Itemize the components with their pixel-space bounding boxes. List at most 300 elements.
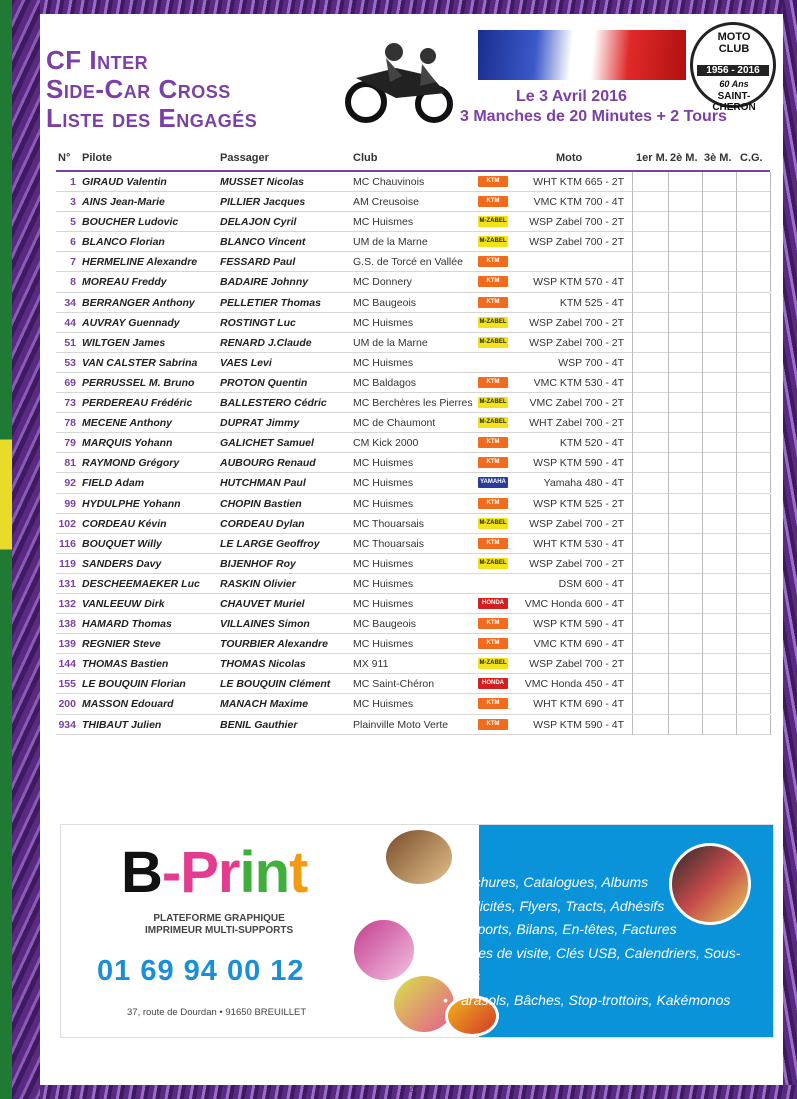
passenger-name: RENARD J.Claude	[220, 336, 312, 349]
ktm-logo-icon: KTM	[478, 698, 508, 709]
motorcycle: WSP Zabel 700 - 2T	[529, 316, 624, 329]
passenger-name: PELLETIER Thomas	[220, 296, 321, 309]
table-row	[56, 353, 770, 373]
result-cell	[668, 393, 669, 413]
result-cell	[632, 232, 633, 252]
ktm-logo-icon: KTM	[478, 377, 508, 388]
pilot-name: GIRAUD Valentin	[82, 176, 167, 188]
result-cell	[668, 252, 669, 272]
ktm-logo-icon: KTM	[478, 457, 508, 468]
result-cell	[632, 393, 633, 413]
honda-logo-icon: HONDA	[478, 678, 508, 689]
result-cell	[632, 473, 633, 493]
result-cell	[702, 313, 703, 333]
result-cell	[632, 453, 633, 473]
table-row	[56, 574, 770, 594]
result-cell	[632, 293, 633, 313]
entry-number: 51	[64, 336, 76, 349]
table-row	[56, 212, 770, 232]
result-cell	[736, 494, 737, 514]
passenger-name: BENIL Gauthier	[220, 718, 298, 731]
result-cell	[668, 534, 669, 554]
result-cell	[770, 373, 771, 393]
pilot-name: REGNIER Steve	[82, 638, 161, 651]
club-name: MX 911	[353, 658, 389, 671]
ad-phone: 01 69 94 00 12	[97, 955, 305, 987]
result-cell	[668, 192, 669, 212]
table-row	[56, 313, 770, 333]
club-name: MC Huismes	[353, 557, 414, 570]
passenger-name: BLANCO Vincent	[220, 236, 306, 249]
entry-number: 138	[58, 618, 76, 631]
result-cell	[770, 272, 771, 292]
result-cell	[668, 293, 669, 313]
result-cell	[702, 433, 703, 453]
pilot-name: MECENE Anthony	[82, 417, 173, 430]
club-name: MC Huismes	[353, 216, 414, 229]
left-edge-strip	[0, 0, 12, 1099]
result-cell	[702, 373, 703, 393]
result-cell	[668, 413, 669, 433]
result-cell	[632, 413, 633, 433]
entry-number: 119	[59, 557, 76, 570]
result-cell	[770, 393, 771, 413]
table-row	[56, 393, 770, 413]
entry-number: 131	[58, 577, 76, 590]
motorcycle: WSP KTM 570 - 4T	[533, 276, 624, 289]
result-cell	[770, 594, 771, 614]
zabel-logo-icon: M-ZABEL	[478, 658, 508, 669]
ktm-logo-icon: KTM	[478, 297, 508, 308]
yamaha-logo-icon: YAMAHA	[478, 477, 508, 488]
entry-number: 6	[70, 236, 76, 249]
result-cell	[632, 614, 633, 634]
result-cell	[736, 333, 737, 353]
table-row	[56, 674, 770, 694]
result-cell	[632, 715, 633, 735]
club-name: MC Huismes	[353, 316, 414, 329]
ktm-logo-icon: KTM	[478, 176, 508, 187]
result-cell	[668, 594, 669, 614]
pilot-name: BERRANGER Anthony	[82, 296, 195, 309]
passenger-name: GALICHET Samuel	[220, 437, 314, 450]
result-cell	[736, 272, 737, 292]
zabel-logo-icon: M-ZABEL	[478, 518, 508, 529]
sidecar-illustration	[336, 38, 460, 124]
entry-number: 69	[64, 376, 76, 389]
result-cell	[702, 333, 703, 353]
moto-club-badge	[690, 22, 776, 113]
club-name: MC Huismes	[353, 497, 414, 510]
table-row	[56, 694, 770, 714]
pilot-name: PERRUSSEL M. Bruno	[82, 376, 195, 389]
pilot-name: LE BOUQUIN Florian	[82, 678, 186, 691]
pilot-name: SANDERS Davy	[82, 557, 162, 570]
result-cell	[736, 413, 737, 433]
result-cell	[702, 252, 703, 272]
ktm-logo-icon: KTM	[478, 276, 508, 287]
passenger-name: HUTCHMAN Paul	[220, 477, 306, 490]
logo-t: t	[289, 840, 308, 905]
motorcycle: WSP Zabel 700 - 2T	[529, 236, 624, 249]
title-line-3: Liste des Engagés	[46, 103, 258, 133]
passenger-name: VILLAINES Simon	[220, 618, 310, 631]
ad-photo-circle	[351, 917, 417, 983]
result-cell	[702, 514, 703, 534]
result-cell	[702, 694, 703, 714]
motorcycle: WSP KTM 590 - 4T	[533, 718, 624, 731]
page-number: 27	[408, 1084, 420, 1095]
motorcycle: KTM 525 - 4T	[559, 296, 624, 309]
result-cell	[770, 333, 771, 353]
result-cell	[702, 634, 703, 654]
result-cell	[736, 594, 737, 614]
ad-service-item: • Brochures, Catalogues, Albums	[443, 871, 773, 895]
result-cell	[702, 715, 703, 735]
club-name: MC Thouarsais	[353, 537, 424, 550]
club-name: AM Creusoise	[353, 196, 419, 209]
table-row	[56, 333, 770, 353]
ktm-logo-icon: KTM	[478, 196, 508, 207]
result-cell	[736, 694, 737, 714]
result-cell	[702, 453, 703, 473]
passenger-name: PROTON Quentin	[220, 376, 308, 389]
ktm-logo-icon: KTM	[478, 437, 508, 448]
passenger-name: MANACH Maxime	[220, 698, 309, 711]
result-cell	[668, 614, 669, 634]
result-cell	[668, 313, 669, 333]
result-cell	[702, 473, 703, 493]
result-cell	[770, 614, 771, 634]
passenger-name: CHAUVET Muriel	[220, 597, 305, 610]
result-cell	[632, 353, 633, 373]
logo-b: B	[121, 840, 162, 905]
ad-services-list	[443, 871, 773, 1012]
club-name: MC Huismes	[353, 457, 414, 470]
entry-number: 116	[59, 537, 76, 550]
entry-number: 144	[58, 658, 76, 671]
result-cell	[736, 313, 737, 333]
passenger-name: BADAIRE Johnny	[220, 276, 309, 289]
result-cell	[632, 373, 633, 393]
table-row	[56, 172, 770, 192]
result-cell	[736, 614, 737, 634]
motorcycle: VMC Honda 600 - 4T	[524, 597, 624, 610]
table-row	[56, 594, 770, 614]
result-cell	[702, 272, 703, 292]
motorcycle: WSP Zabel 700 - 2T	[529, 517, 624, 530]
result-cell	[668, 554, 669, 574]
col-manche-1: 1er M.	[636, 152, 668, 164]
ad-address: 37, route de Dourdan • 91650 BREUILLET	[127, 1007, 307, 1018]
result-cell	[736, 373, 737, 393]
entry-number: 5	[70, 216, 76, 229]
motorcycle: WHT KTM 665 - 2T	[533, 176, 624, 188]
result-cell	[668, 654, 669, 674]
event-format: 3 Manches de 20 Minutes + 2 Tours	[460, 108, 727, 125]
result-cell	[736, 353, 737, 373]
result-cell	[632, 252, 633, 272]
pilot-name: MARQUIS Yohann	[82, 437, 173, 450]
entry-number: 200	[58, 698, 76, 711]
entry-number: 934	[58, 718, 76, 731]
event-date: Le 3 Avril 2016	[516, 88, 627, 105]
table-row	[56, 634, 770, 654]
pilot-name: BOUCHER Ludovic	[82, 216, 179, 229]
club-name: MC Baugeois	[353, 618, 417, 631]
result-cell	[736, 554, 737, 574]
table-row	[56, 514, 770, 534]
result-cell	[702, 172, 703, 192]
club-name: MC Chauvinois	[353, 176, 425, 188]
motorcycle: WSP KTM 590 - 4T	[533, 457, 624, 470]
result-cell	[770, 293, 771, 313]
club-name: CM Kick 2000	[353, 437, 419, 450]
col-moto: Moto	[556, 152, 583, 164]
passenger-name: CORDEAU Dylan	[220, 517, 305, 530]
result-cell	[770, 554, 771, 574]
ad-tagline-1: PLATEFORME GRAPHIQUE	[153, 913, 285, 924]
result-cell	[736, 574, 737, 594]
result-cell	[632, 333, 633, 353]
french-flag-banner	[478, 30, 686, 80]
club-name: UM de la Marne	[353, 336, 428, 349]
result-cell	[736, 654, 737, 674]
result-cell	[770, 232, 771, 252]
result-cell	[736, 433, 737, 453]
result-cell	[770, 433, 771, 453]
result-cell	[668, 353, 669, 373]
result-cell	[770, 473, 771, 493]
result-cell	[632, 313, 633, 333]
pilot-name: DESCHEEMAEKER Luc	[82, 577, 200, 590]
result-cell	[736, 293, 737, 313]
motorcycle: WSP Zabel 700 - 2T	[529, 336, 624, 349]
page-title	[46, 46, 257, 133]
table-row	[56, 614, 770, 634]
zabel-logo-icon: M-ZABEL	[478, 397, 508, 408]
club-name: MC Huismes	[353, 356, 414, 369]
table-row	[56, 453, 770, 473]
motorcycle: WHT KTM 530 - 4T	[533, 537, 624, 550]
ktm-logo-icon: KTM	[478, 618, 508, 629]
result-cell	[702, 654, 703, 674]
result-cell	[770, 514, 771, 534]
top-border-decoration	[40, 0, 797, 14]
ktm-logo-icon: KTM	[478, 498, 508, 509]
ktm-logo-icon: KTM	[478, 719, 508, 730]
pilot-name: THIBAUT Julien	[82, 718, 162, 731]
result-cell	[736, 232, 737, 252]
result-cell	[668, 212, 669, 232]
pilot-name: HERMELINE Alexandre	[82, 256, 198, 269]
badge-anniversary: 60 Ans	[719, 79, 749, 89]
table-row	[56, 413, 770, 433]
badge-years: 1956 - 2016	[697, 65, 769, 76]
passenger-name: LE BOUQUIN Clément	[220, 678, 331, 691]
result-cell	[770, 212, 771, 232]
entry-number: 44	[64, 316, 76, 329]
result-cell	[632, 634, 633, 654]
result-cell	[668, 514, 669, 534]
ktm-logo-icon: KTM	[478, 638, 508, 649]
motorcycle: WSP Zabel 700 - 2T	[529, 557, 624, 570]
logo-pr: Pr	[180, 840, 240, 905]
table-row	[56, 554, 770, 574]
zabel-logo-icon: M-ZABEL	[478, 216, 508, 227]
result-cell	[702, 232, 703, 252]
result-cell	[702, 494, 703, 514]
passenger-name: BALLESTERO Cédric	[220, 397, 327, 410]
result-cell	[632, 433, 633, 453]
table-row	[56, 534, 770, 554]
result-cell	[702, 534, 703, 554]
result-cell	[770, 453, 771, 473]
zabel-logo-icon: M-ZABEL	[478, 317, 508, 328]
ad-service-item: • Rapports, Bilans, En-têtes, Factures	[443, 918, 773, 942]
pilot-name: RAYMOND Grégory	[82, 457, 180, 470]
result-cell	[770, 654, 771, 674]
result-cell	[668, 715, 669, 735]
ad-tagline	[145, 913, 293, 937]
result-cell	[770, 192, 771, 212]
entry-number: 155	[58, 678, 76, 691]
passenger-name: CHOPIN Bastien	[220, 497, 302, 510]
result-cell	[702, 674, 703, 694]
ad-service-item: • Cartes de visite, Clés USB, Calendriers, Sous-mains	[443, 942, 773, 989]
club-name: MC Huismes	[353, 477, 414, 490]
result-cell	[736, 534, 737, 554]
motorcycle: WHT Zabel 700 - 2T	[529, 417, 624, 430]
club-name: UM de la Marne	[353, 236, 428, 249]
result-cell	[668, 694, 669, 714]
result-cell	[668, 674, 669, 694]
club-name: MC Donnery	[353, 276, 412, 289]
entry-number: 34	[64, 296, 76, 309]
motorcycle: KTM 520 - 4T	[559, 437, 624, 450]
entry-number: 132	[58, 597, 76, 610]
pilot-name: AINS Jean-Marie	[82, 196, 165, 209]
pilot-name: FIELD Adam	[82, 477, 145, 490]
result-cell	[632, 694, 633, 714]
result-cell	[702, 293, 703, 313]
result-cell	[736, 634, 737, 654]
result-cell	[770, 574, 771, 594]
result-cell	[736, 715, 737, 735]
result-cell	[702, 192, 703, 212]
entry-number: 99	[64, 497, 76, 510]
col-classement-general: C.G.	[740, 152, 763, 164]
result-cell	[736, 473, 737, 493]
col-club: Club	[353, 152, 378, 164]
motorcycle: WSP KTM 590 - 4T	[533, 618, 624, 631]
result-cell	[632, 192, 633, 212]
club-name: MC Huismes	[353, 698, 414, 711]
entry-number: 53	[64, 356, 76, 369]
logo-dash: -	[161, 840, 181, 905]
club-name: MC de Chaumont	[353, 417, 436, 430]
club-name: Plainville Moto Verte	[353, 718, 449, 731]
result-cell	[770, 674, 771, 694]
table-row	[56, 373, 770, 393]
motorcycle: Yamaha 480 - 4T	[543, 477, 624, 490]
table-row	[56, 715, 770, 735]
col-manche-2: 2è M.	[670, 152, 698, 164]
bprint-advertisement	[60, 824, 774, 1038]
result-cell	[702, 212, 703, 232]
club-name: MC Huismes	[353, 597, 414, 610]
table-row	[56, 494, 770, 514]
pilot-name: HAMARD Thomas	[82, 618, 172, 631]
motorcycle: VMC KTM 530 - 4T	[533, 376, 624, 389]
pilot-name: THOMAS Bastien	[82, 658, 169, 671]
zabel-logo-icon: M-ZABEL	[478, 236, 508, 247]
result-cell	[668, 333, 669, 353]
result-cell	[770, 494, 771, 514]
result-cell	[632, 172, 633, 192]
table-header	[56, 150, 770, 170]
passenger-name: FESSARD Paul	[220, 256, 296, 269]
zabel-logo-icon: M-ZABEL	[478, 417, 508, 428]
ad-service-item: • Publicités, Flyers, Tracts, Adhésifs	[443, 895, 773, 919]
passenger-name: ROSTINGT Luc	[220, 316, 296, 329]
ktm-logo-icon: KTM	[478, 256, 508, 267]
passenger-name: BIJENHOF Roy	[220, 557, 296, 570]
passenger-name: PILLIER Jacques	[220, 196, 306, 209]
result-cell	[736, 393, 737, 413]
result-cell	[632, 594, 633, 614]
result-cell	[668, 272, 669, 292]
title-line-1: CF Inter	[46, 45, 149, 75]
table-row	[56, 293, 770, 313]
result-cell	[770, 413, 771, 433]
motorcycle: WSP 700 - 4T	[558, 356, 624, 369]
pilot-name: MASSON Edouard	[82, 698, 174, 711]
ad-service-item: • Parasols, Bâches, Stop-trottoirs, Kakémonos	[443, 989, 773, 1013]
logo-in: in	[239, 840, 290, 905]
result-cell	[702, 554, 703, 574]
pilot-name: BLANCO Florian	[82, 236, 165, 249]
col-pilote: Pilote	[82, 152, 112, 164]
club-name: MC Berchères les Pierres	[353, 397, 473, 410]
title-line-2: Side-Car Cross	[46, 74, 231, 104]
passenger-name: LE LARGE Geoffroy	[220, 537, 320, 550]
club-name: MC Saint-Chéron	[353, 678, 435, 691]
table-row	[56, 433, 770, 453]
club-name: MC Baugeois	[353, 296, 417, 309]
motorcycle: VMC Honda 450 - 4T	[524, 678, 624, 691]
result-cell	[668, 373, 669, 393]
table-row	[56, 232, 770, 252]
result-cell	[736, 172, 737, 192]
pilot-name: AUVRAY Guennady	[82, 316, 180, 329]
pilot-name: CORDEAU Kévin	[82, 517, 167, 530]
entry-number: 79	[64, 437, 76, 450]
result-cell	[736, 453, 737, 473]
motorcycle: WSP KTM 525 - 2T	[533, 497, 624, 510]
result-cell	[632, 554, 633, 574]
club-name: MC Baldagos	[353, 376, 417, 389]
pilot-name: PERDEREAU Frédéric	[82, 397, 193, 410]
result-cell	[770, 694, 771, 714]
col-manche-3: 3è M.	[704, 152, 732, 164]
passenger-name: THOMAS Nicolas	[220, 658, 306, 671]
result-cell	[632, 574, 633, 594]
table-row	[56, 473, 770, 493]
result-cell	[668, 232, 669, 252]
entry-number: 81	[64, 457, 76, 470]
badge-top-text: MOTO CLUB	[717, 31, 751, 55]
